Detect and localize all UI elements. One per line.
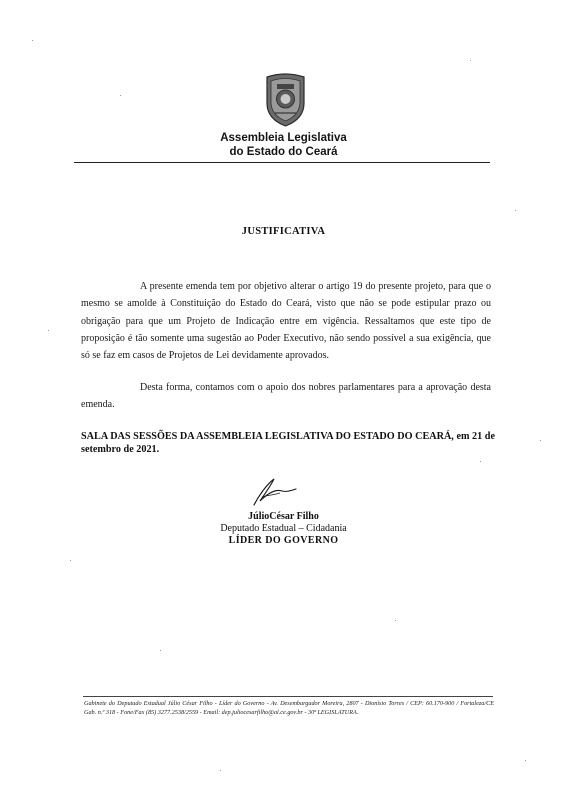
scan-speck — [120, 95, 121, 96]
scan-speck — [470, 60, 471, 61]
scan-speck — [395, 620, 396, 621]
signer-position: LÍDER DO GOVERNO — [228, 535, 339, 546]
body-paragraph-1-text: A presente emenda tem por objetivo alterar o artigo 19 do presente projeto, para que o mesmo se amolde à Constituição do Estado do Ceará, visto que não se pode estipular prazo ou obrigação para que um Projeto de Indicação entre em vigência. Ressaltamos que este tipo de proposição é tão somente uma sugestão ao Poder Executivo, não sendo possível a sua exigência, que só se faz em casos de Projetos de Lei devidamente aprovados. — [81, 281, 491, 362]
scan-speck — [480, 461, 481, 462]
institution-name-line1: Assembleia Legislativa — [220, 132, 347, 144]
scan-speck — [540, 440, 541, 441]
closing-statement: SALA DAS SESSÕES DA ASSEMBLEIA LEGISLATIVA DO ESTADO DO CEARÁ, em 21 de setembro de 2021. — [81, 431, 495, 456]
handwritten-signature — [240, 475, 300, 507]
body-paragraph-2 — [81, 379, 491, 414]
scan-speck — [515, 210, 516, 211]
scan-speck — [220, 770, 221, 771]
signer-role: Deputado Estadual – Cidadania — [220, 523, 347, 534]
header-divider — [74, 162, 490, 163]
scan-speck — [48, 330, 49, 331]
coat-of-arms-icon — [263, 73, 308, 127]
scan-speck — [70, 560, 71, 561]
footer-divider — [83, 696, 493, 697]
scan-speck — [32, 40, 33, 41]
scan-speck — [525, 760, 526, 761]
footer-address: Gabinete do Deputado Estadual Júlio César Filho - Líder do Governo - Av. Desembargador Moreira, 2807 - Dionísio Torres / CEP: 60.170-900 / Fortaleza/CE Gab. n.º 318 - Fone/Fax (85) 3277.2538/2559 - Email: dep.juliocesarfilho@al.ce.gov.br - 30ª LEGISLATURA. — [84, 700, 494, 716]
scan-speck — [160, 650, 161, 651]
body-paragraph-1 — [81, 278, 491, 364]
body-paragraph-2-text: Desta forma, contamos com o apoio dos nobres parlamentares para a aprovação desta emenda. — [81, 382, 491, 411]
signer-name: JúlioCésar Filho — [248, 511, 319, 522]
institution-name-line2: do Estado do Ceará — [229, 146, 338, 158]
document-title: JUSTIFICATIVA — [241, 226, 326, 237]
